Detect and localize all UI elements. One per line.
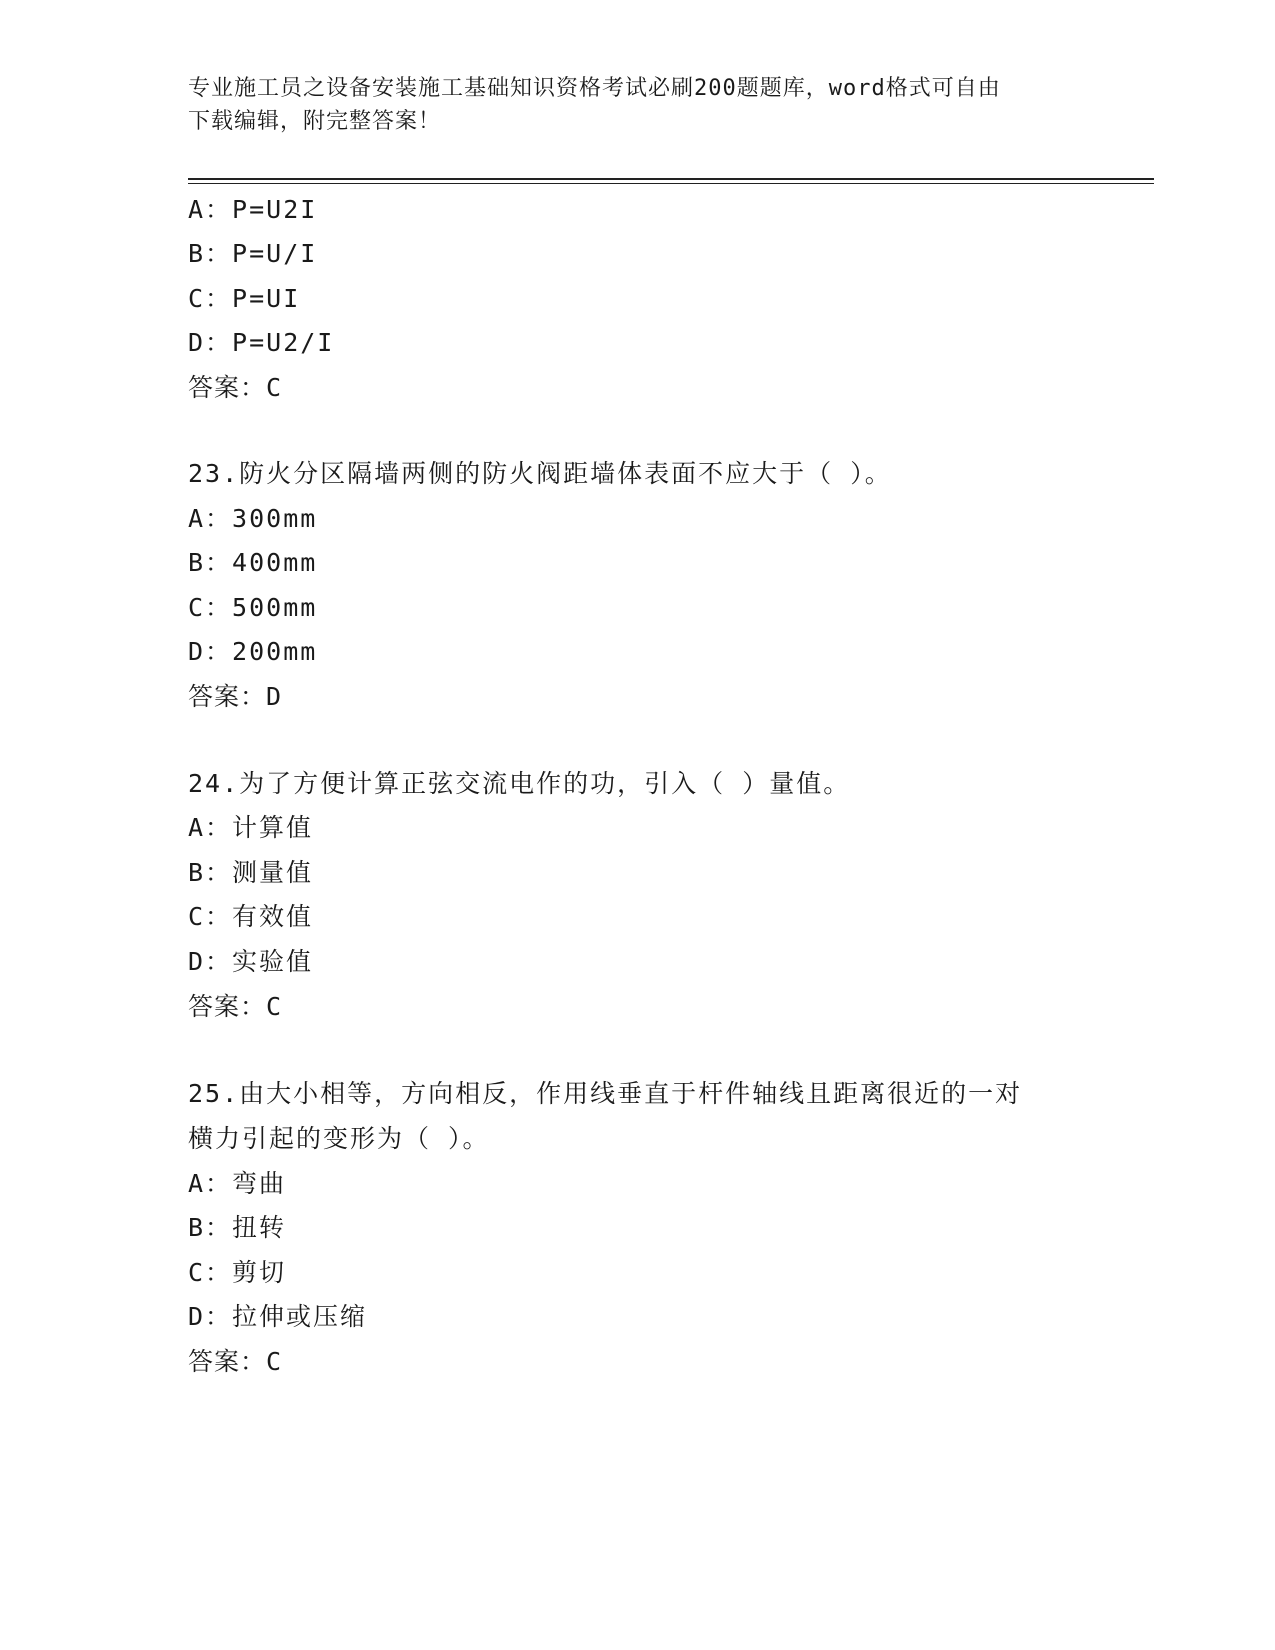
q25-option-b: B：扭转 [188,1213,287,1242]
header-divider-secondary [188,183,1154,184]
q22-option-b: B：P=U/I [188,239,318,268]
q22-answer: 答案：C [188,373,283,402]
document-header [188,72,1068,138]
q23-option-a: A：300mm [188,504,318,533]
header-line-2: 下载编辑，附完整答案！ [188,109,442,134]
q24-option-a: A：计算值 [188,813,314,842]
q23-option-d: D：200mm [188,637,318,666]
q25-question-line-2: 横力引起的变形为（ ）。 [188,1124,490,1153]
q23-option-b: B：400mm [188,548,318,577]
q25-option-a: A：弯曲 [188,1169,287,1198]
q23-option-c: C：500mm [188,593,318,622]
q22-option-c: C：P=UI [188,284,301,313]
q25-question-line-1: 25.由大小相等，方向相反，作用线垂直于杆件轴线且距离很近的一对 [188,1079,1023,1108]
header-divider [188,178,1154,180]
q24-option-d: D：实验值 [188,947,314,976]
q24-answer: 答案：C [188,992,283,1021]
q23-answer: 答案：D [188,682,283,711]
q25-option-d: D：拉伸或压缩 [188,1302,368,1331]
q24-option-c: C：有效值 [188,902,314,931]
q24-option-b: B：测量值 [188,858,314,887]
q22-option-d: D：P=U2/I [188,328,335,357]
q24-question: 24.为了方便计算正弦交流电作的功，引入（ ）量值。 [188,769,851,798]
q23-question: 23.防火分区隔墙两侧的防火阀距墙体表面不应大于（ ）。 [188,459,892,488]
q25-option-c: C：剪切 [188,1258,287,1287]
q22-option-a: A：P=U2I [188,195,318,224]
q25-answer: 答案：C [188,1347,283,1376]
header-line-1: 专业施工员之设备安装施工基础知识资格考试必刷200题题库，word格式可自由 [188,76,1001,101]
